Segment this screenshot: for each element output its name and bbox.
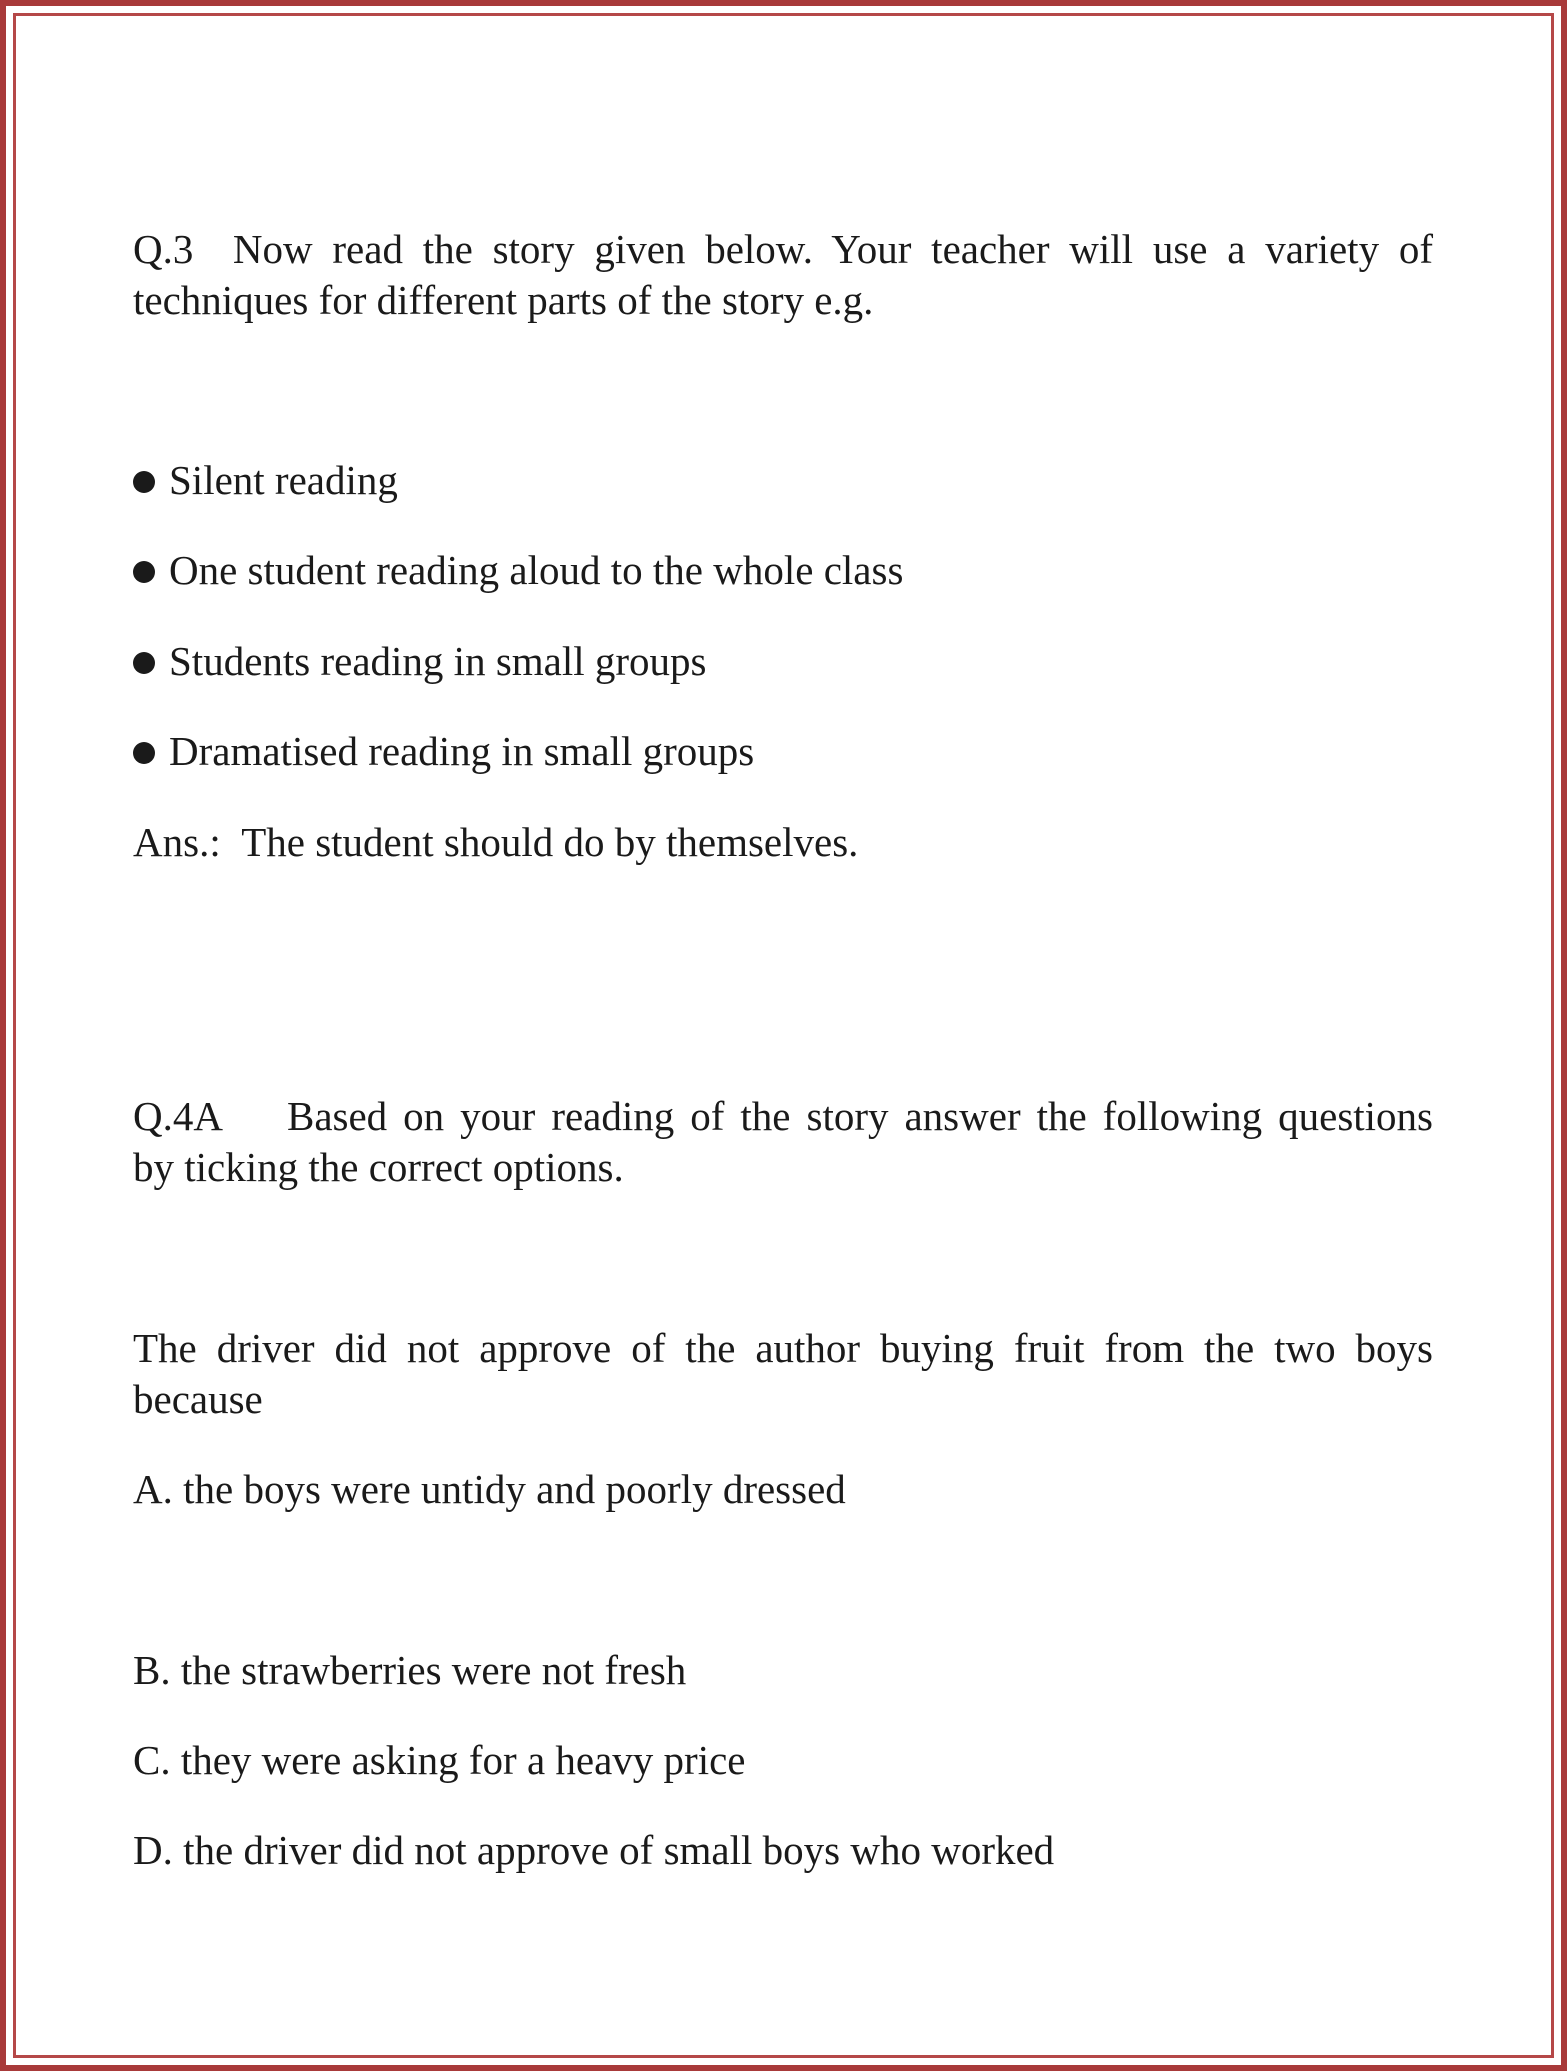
bullet-dot-icon <box>133 561 155 583</box>
q3-bullet-4 <box>133 726 754 777</box>
q3-heading <box>133 224 1433 326</box>
q3-line-1-text: Now read the story given below. Your teacher will use a variety of <box>232 226 1433 272</box>
q3-bullet-2-text: One student reading aloud to the whole class <box>169 547 904 593</box>
q3-heading-line-1 <box>133 224 1433 275</box>
q3-bullet-3-text: Students reading in small groups <box>169 638 707 684</box>
q4a-number: Q.4A <box>133 1093 223 1139</box>
q3-bullet-1-text: Silent reading <box>169 457 398 503</box>
q4a-option-d[interactable]: D. the driver did not approve of small boys who worked <box>133 1827 1055 1873</box>
q4a-heading <box>133 1091 1433 1193</box>
bullet-dot-icon <box>133 471 155 493</box>
q3-bullet-1 <box>133 455 398 506</box>
q4a-question-line-2: because <box>133 1376 263 1422</box>
bullet-dot-icon <box>133 652 155 674</box>
q3-bullet-2 <box>133 545 903 596</box>
q3-number: Q.3 <box>133 226 194 272</box>
q3-answer-label: Ans.: <box>133 819 221 865</box>
q4a-option-a[interactable]: A. the boys were untidy and poorly dressed <box>133 1466 846 1512</box>
q3-bullet-4-text: Dramatised reading in small groups <box>169 728 755 774</box>
q3-bullet-3 <box>133 636 707 687</box>
q3-heading-line-2: techniques for different parts of the story e.g. <box>133 277 874 323</box>
q4a-option-c[interactable]: C. they were asking for a heavy price <box>133 1737 746 1783</box>
q4a-line-1-text: Based on your reading of the story answer the following questions <box>286 1093 1434 1139</box>
q4a-question <box>133 1323 1433 1425</box>
q4a-option-b[interactable]: B. the strawberries were not fresh <box>133 1647 687 1693</box>
q4a-heading-line-2: by ticking the correct options. <box>133 1144 624 1190</box>
q3-answer <box>133 817 858 868</box>
q3-answer-text: The student should do by themselves. <box>241 819 859 865</box>
q4a-question-line-1: The driver did not approve of the author buying fruit from the two boys <box>133 1325 1433 1371</box>
bullet-dot-icon <box>133 742 155 764</box>
q4a-heading-line-1 <box>133 1091 1433 1142</box>
